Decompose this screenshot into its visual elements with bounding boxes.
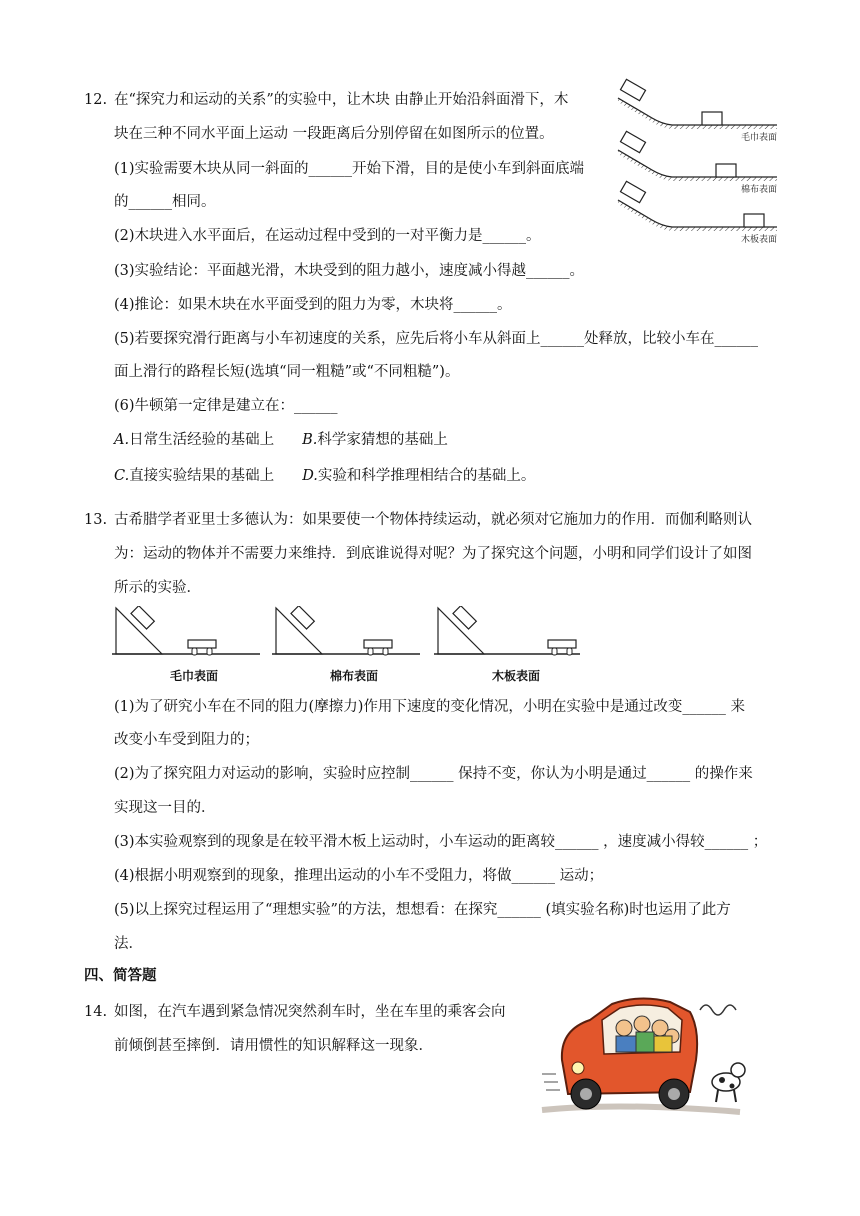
q13-panel-cotton	[272, 606, 420, 683]
q12-line-10: (6)牛顿第一定律是建立在：______	[114, 398, 338, 414]
q12-line-9: 面上滑行的路程长短(选填“同一粗糙”或“不同粗糙”)。	[114, 364, 460, 380]
q13-label-wood: 木板表面	[492, 669, 541, 683]
q13-line-1: 古希腊学者亚里士多德认为：如果要使一个物体持续运动，就必须对它施加力的作用．而伽利略则认	[114, 512, 752, 528]
option-a-letter: A.	[114, 432, 130, 448]
q13-line-11: 法．	[114, 936, 143, 952]
q12-label-wood: 木板表面	[740, 235, 777, 245]
q13-line-3: 所示的实验．	[114, 580, 201, 596]
option-a-text: 日常生活经验的基础上	[129, 432, 275, 448]
q12-line-2: 块在三种不同水平面上运动 一段距离后分别停留在如图所示的位置。	[114, 126, 554, 142]
q12-label-towel: 毛巾表面	[740, 133, 777, 143]
q14-line-2: 前倾倒甚至摔倒．请用惯性的知识解释这一现象．	[114, 1038, 433, 1054]
q13-line-8: (3)本实验观察到的现象是在较平滑木板上运动时，小车运动的距离较______ ，速度减小得较______ ；	[114, 834, 768, 850]
car	[562, 998, 697, 1109]
q13-line-4: (1)为了研究小车在不同的阻力(摩擦力)作用下速度的变化情况，小明在实验中是通过改变______ 来	[114, 699, 745, 715]
option-c-letter: C.	[114, 468, 130, 484]
question-12-number: 12.	[84, 92, 108, 108]
q13-incline-figure	[112, 606, 592, 686]
q13-label-towel: 毛巾表面	[170, 669, 219, 683]
q13-line-5: 改变小车受到阻力的；	[114, 732, 259, 748]
question-13-number: 13.	[84, 512, 108, 528]
q13-line-9: (4)根据小明观察到的现象，推理出运动的小车不受阻力，将做______ 运动；	[114, 868, 604, 884]
q13-panel-towel	[112, 606, 260, 683]
section-heading-short-answer: 四、简答题	[84, 968, 157, 984]
q12-line-8: (5)若要探究滑行距离与小车初速度的关系，应先后将小车从斜面上______处释放，比较小车在______	[114, 331, 759, 347]
option-d-letter: D.	[302, 468, 318, 484]
q12-line-3: (1)实验需要木块从同一斜面的______开始下滑，目的是使小车到斜面底端	[114, 161, 585, 177]
q12-option-cd	[114, 466, 535, 486]
q12-line-4: 的______相同。	[114, 194, 216, 210]
q13-line-6: (2)为了探究阻力对运动的影响，实验时应控制______ 保持不变，你认为小明是通过______ 的操作来	[114, 766, 753, 782]
option-c-text: 直接实验结果的基础上	[129, 468, 275, 484]
q12-line-5: (2)木块进入水平面后，在运动过程中受到的一对平衡力是______。	[114, 228, 541, 244]
q12-ramp-figure	[612, 78, 782, 246]
q12-line-7: (4)推论：如果木块在水平面受到的阻力为零，木块将______。	[114, 297, 512, 313]
squiggle-mark	[700, 1005, 736, 1015]
q14-car-illustration	[540, 990, 750, 1130]
q14-line-1: 如图，在汽车遇到紧急情况突然刹车时，坐在车里的乘客会向	[114, 1004, 506, 1020]
option-b-text: 科学家猜想的基础上	[317, 432, 448, 448]
dog	[712, 1063, 745, 1102]
option-d-text: 实验和科学推理相结合的基础上。	[317, 468, 536, 484]
option-b-letter: B.	[302, 432, 318, 448]
q12-option-ab	[114, 430, 448, 450]
skid-lines	[542, 1074, 560, 1090]
q13-line-7: 实现这一目的．	[114, 800, 216, 816]
q13-panel-wood	[434, 606, 580, 683]
question-14-number: 14.	[84, 1004, 108, 1020]
q12-panel-towel	[618, 79, 777, 143]
q13-line-2: 为：运动的物体并不需要力来维持．到底谁说得对呢？为了探究这个问题，小明和同学们设计了如图	[114, 546, 752, 562]
q12-line-1: 在“探究力和运动的关系”的实验中，让木块 由静止开始沿斜面滑下，木	[114, 92, 569, 108]
q12-line-6: (3)实验结论：平面越光滑，木块受到的阻力越小，速度减小得越______。	[114, 263, 585, 279]
q12-label-cotton: 棉布表面	[740, 185, 777, 195]
q13-line-10: (5)以上探究过程运用了“理想实验”的方法，想想看：在探究______ (填实验名称)时也运用了此方	[114, 902, 731, 918]
q13-label-cotton: 棉布表面	[330, 669, 379, 683]
